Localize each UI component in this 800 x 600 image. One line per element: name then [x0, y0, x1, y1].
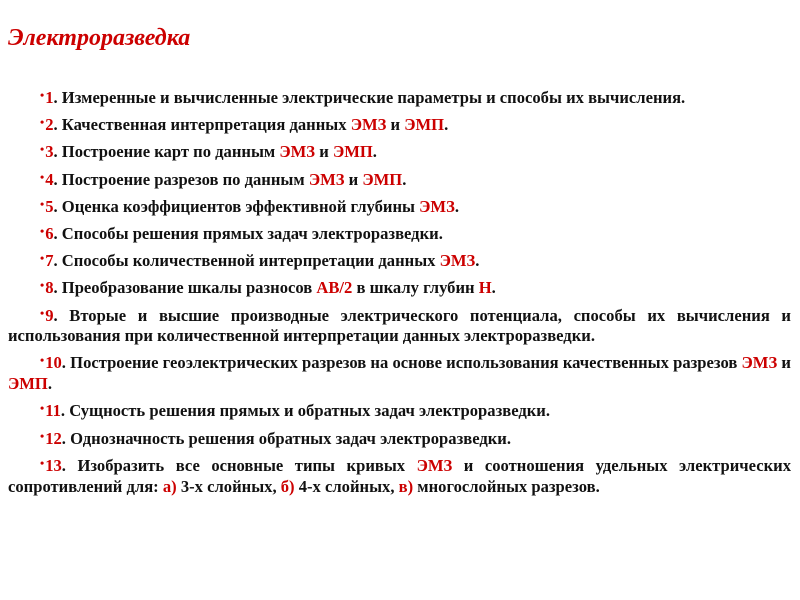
- highlight-text: 5: [45, 196, 54, 216]
- bullet-icon: •: [40, 196, 45, 211]
- highlight-text: 12: [45, 428, 62, 448]
- item-text: .: [475, 251, 480, 271]
- item-text: .: [444, 115, 449, 135]
- highlight-text: 11: [45, 401, 61, 421]
- bullet-icon: •: [40, 223, 45, 238]
- highlight-text: б): [280, 476, 295, 496]
- item-text: . Изобразить все основные типы кривых: [61, 455, 417, 475]
- highlight-text: 6: [45, 223, 54, 243]
- item-text: . Способы решения прямых задач электроразведки.: [53, 223, 443, 243]
- list-item: [8, 278, 791, 299]
- item-text: 3-х слойных,: [176, 476, 281, 496]
- highlight-text: 10: [45, 353, 62, 373]
- item-text: и: [386, 115, 405, 135]
- question-list: [8, 88, 791, 504]
- bullet-icon: •: [40, 305, 45, 320]
- highlight-text: ЭМП: [8, 374, 48, 394]
- highlight-text: 4: [45, 169, 54, 189]
- list-item: [8, 142, 791, 163]
- highlight-text: Н: [478, 278, 492, 298]
- bullet-icon: •: [40, 142, 45, 157]
- item-text: .: [47, 374, 52, 394]
- item-text: .: [372, 142, 377, 162]
- list-item: [8, 429, 791, 450]
- highlight-text: ЭМП: [362, 169, 403, 189]
- highlight-text: а): [162, 476, 177, 496]
- highlight-text: ЭМЗ: [350, 115, 387, 135]
- highlight-text: в): [398, 476, 414, 496]
- list-item: [8, 456, 791, 498]
- item-text: и: [777, 353, 791, 373]
- item-text: и: [315, 142, 333, 162]
- slide-title: Электроразведка: [8, 25, 191, 51]
- item-text: . Сущность решения прямых и обратных задач электроразведки.: [60, 401, 551, 421]
- item-text: .: [454, 196, 460, 216]
- highlight-text: 2: [45, 115, 54, 135]
- item-text: . Качественная интерпретация данных: [53, 115, 351, 135]
- highlight-text: ЭМЗ: [741, 353, 778, 373]
- list-item: [8, 115, 791, 136]
- highlight-text: ЭМЗ: [308, 169, 345, 189]
- bullet-icon: •: [40, 455, 45, 470]
- item-text: . Построение геоэлектрических разрезов на основе использования качественных разрезов: [61, 353, 742, 373]
- highlight-text: ЭМЗ: [439, 251, 476, 271]
- bullet-icon: •: [40, 169, 45, 184]
- list-item: [8, 251, 791, 272]
- item-text: . Однозначность решения обратных задач электроразведки.: [61, 428, 512, 448]
- highlight-text: ЭМП: [332, 142, 373, 162]
- highlight-text: ЭМЗ: [279, 142, 316, 162]
- list-item: [8, 353, 791, 395]
- item-text: . Построение разрезов по данным: [53, 169, 309, 189]
- item-text: и: [344, 169, 363, 189]
- list-item: [8, 401, 791, 422]
- bullet-icon: •: [40, 115, 45, 130]
- highlight-text: 13: [45, 455, 62, 475]
- item-text: и соотношения удельных электрических сопротивлений для:: [8, 455, 791, 496]
- bullet-icon: •: [40, 251, 45, 266]
- highlight-text: ЭМП: [404, 115, 445, 135]
- list-item: [8, 224, 791, 245]
- item-text: 4-х слойных,: [294, 476, 399, 496]
- highlight-text: 3: [45, 142, 54, 162]
- item-text: . Построение карт по данным: [53, 142, 280, 162]
- item-text: многослойных разрезов.: [413, 476, 600, 496]
- bullet-icon: •: [40, 428, 45, 443]
- list-item: [8, 197, 791, 218]
- item-text: в шкалу глубин: [352, 278, 479, 298]
- list-item: [8, 88, 791, 109]
- list-item: [8, 170, 791, 191]
- highlight-text: 1: [45, 88, 54, 107]
- highlight-text: 8: [45, 278, 54, 298]
- item-text: .: [491, 278, 496, 298]
- highlight-text: 9: [45, 305, 54, 325]
- bullet-icon: •: [40, 278, 45, 293]
- highlight-text: АВ/2: [316, 278, 353, 298]
- highlight-text: ЭМЗ: [419, 196, 455, 216]
- highlight-text: 7: [45, 251, 54, 271]
- item-text: . Измеренные и вычисленные электрические параметры и способы их вычисления.: [53, 88, 686, 107]
- item-text: .: [402, 169, 407, 189]
- item-text: . Оценка коэффициентов эффективной глубины: [53, 196, 420, 216]
- list-item: [8, 306, 791, 348]
- highlight-text: ЭМЗ: [416, 455, 453, 475]
- item-text: . Вторые и высшие производные электрического потенциала, способы их вычисления и использования при количественной интерпретации данных электроразведки.: [8, 305, 791, 346]
- item-text: . Способы количественной интерпретации данных: [53, 251, 440, 271]
- bullet-icon: •: [40, 88, 45, 102]
- bullet-icon: •: [40, 353, 45, 368]
- bullet-icon: •: [40, 401, 45, 416]
- item-text: . Преобразование шкалы разносов: [53, 278, 317, 298]
